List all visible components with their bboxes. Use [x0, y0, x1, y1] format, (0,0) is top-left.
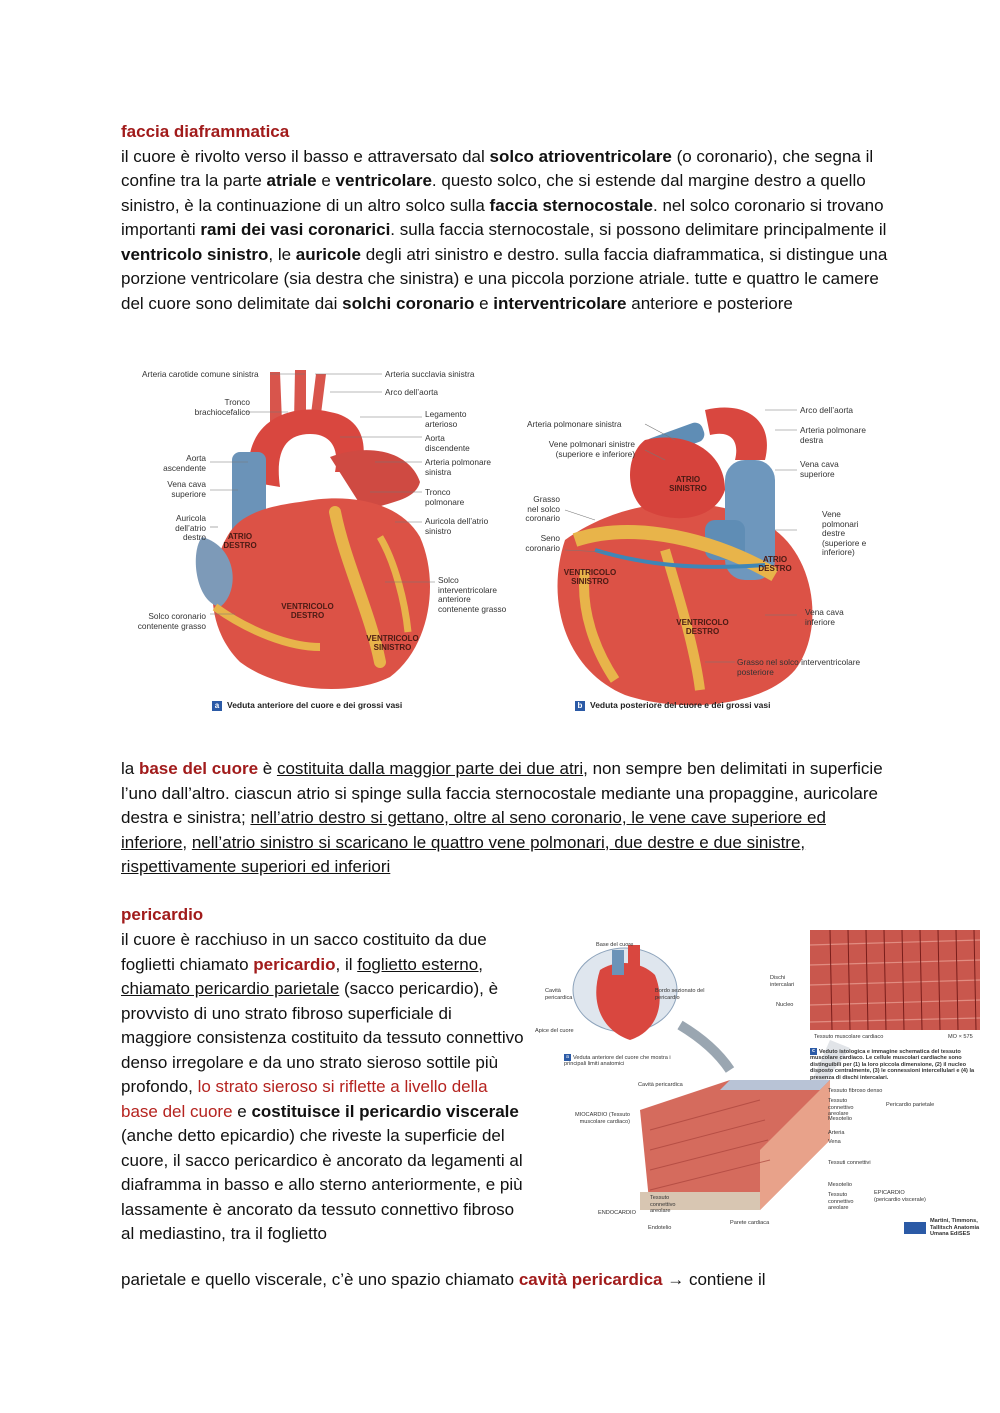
- section-heading-pericardio: pericardio: [121, 905, 204, 924]
- label-pericardio-parietale: Pericardio parietale: [886, 1102, 935, 1108]
- label-bordo-sezionato: Bordo sezionato del pericardio: [655, 988, 705, 1001]
- label-arteria-polmonare-sinistra: Arteria polmonare sinistra: [527, 419, 622, 429]
- section-heading: faccia diaframmatica: [121, 122, 290, 141]
- caption-veduta-istologica: c Veduto istologica e immagine schematica del tessuto muscolare cardiaco. Le cellule muscolari cardiache sono distinguibili per (1) la loro piccola dimensione, (2) il nucleo disposto centralmente, (3) le connessioni intercellulari e (4) la presenza di dischi intercalari.: [810, 1048, 975, 1081]
- label-magnification: MO × 575: [948, 1034, 973, 1040]
- label-tessuto-connettivo-areolare-1: Tessuto connettivo areolare: [828, 1098, 854, 1117]
- label-grasso-solco-coronario: Grasso nel solco coronario: [525, 494, 560, 523]
- label-aorta-ascendente: Aorta ascendente: [163, 453, 206, 473]
- label-grasso-solco-interventricolare: Grasso nel solco interventricolare posteriore: [737, 657, 861, 677]
- label-vena-cava-superiore-b: Vena cava superiore: [800, 459, 839, 479]
- label-miocardio: MIOCARDIO (Tessuto muscolare cardiaco): [574, 1112, 630, 1125]
- label-tronco-polmonare: Tronco polmonare: [425, 487, 465, 507]
- label-base-del-cuore: Base del cuore: [596, 942, 634, 948]
- caption-veduta-anteriore: a Veduta anteriore del cuore che mostra i principali limiti anatomici: [564, 1054, 671, 1068]
- label-parete-cardiaca: Parete cardiaca: [730, 1220, 770, 1226]
- label-tessuto-connettivo-areolare-2: Tessuto connettivo areolare: [828, 1192, 854, 1211]
- label-atrio-destro: ATRIO DESTRO: [223, 532, 257, 550]
- paragraph-base-del-cuore: la base del cuore è costituita dalla maggior parte dei due atri, non sempre ben delimitati in superficie l’uno dall’altro. ciascun atrio si spinge sulla faccia sternocostale mediante una propaggine, auricolare destra e sinistra; nell’atrio destro si gettano, oltre al seno coronario, le vene cave superiore ed inferiore, nell’atrio sinistro si scaricano le quattro vene polmonari, due destre e due sinistre, rispettivamente superiori ed inferiori: [121, 759, 883, 876]
- label-dischi-intercalari: Dischi intercalari: [770, 975, 795, 988]
- label-legamento-arterioso: Legamento arterioso: [425, 409, 467, 429]
- label-tessuto-connettivo-areolare-3: Tessuto connettivo areolare: [650, 1195, 676, 1214]
- label-vena-cava-inferiore: Vena cava inferiore: [805, 607, 844, 627]
- label-arteria-polmonare-destra: Arteria polmonare destra: [800, 425, 866, 445]
- label-nucleo: Nucleo: [776, 1002, 794, 1008]
- label-atrio-destro-b: ATRIO DESTRO: [758, 555, 792, 573]
- figure-badge: b: [575, 701, 585, 711]
- label-vena: Vena: [828, 1139, 841, 1145]
- label-solco-interventricolare: Solco interventricolare anteriore contenente grasso: [438, 575, 507, 614]
- label-vena-cava-superiore: Vena cava superiore: [167, 479, 206, 499]
- label-arco-aorta-b: Arco dell’aorta: [800, 405, 854, 415]
- label-mesotelio-2: Mesotelio: [828, 1182, 852, 1188]
- label-publisher: Martini, Timmons, Tallitsch Anatomia Umana EdiSES: [930, 1218, 980, 1237]
- label-arteria-polmonare-sinistra: Arteria polmonare sinistra: [425, 457, 491, 477]
- figure-caption-b: b Veduta posteriore del cuore e dei grossi vasi: [575, 700, 770, 711]
- label-apice-del-cuore: Apice del cuore: [535, 1028, 574, 1034]
- label-vene-polmonari-destre: Vene polmonari destre (superiore e inferiore): [822, 509, 867, 557]
- label-solco-coronario: Solco coronario contenente grasso: [137, 611, 206, 631]
- paragraph-pericardio-end: parietale e quello viscerale, c’è uno spazio chiamato cavità pericardica → contiene il: [121, 1270, 766, 1289]
- figure-anterior-heart: [120, 362, 515, 717]
- label-epicardio: EPICARDIO (pericardio viscerale): [874, 1190, 926, 1203]
- label-seno-coronario: Seno coronario: [525, 533, 560, 553]
- figure-posterior-heart: [525, 400, 885, 720]
- label-ventricolo-sinistro-b: VENTRICOLO SINISTRO: [563, 568, 617, 586]
- label-ventricolo-destro: VENTRICOLO DESTRO: [281, 602, 334, 620]
- label-ventricolo-sinistro: VENTRICOLO SINISTRO: [366, 634, 419, 652]
- paragraph-body: il cuore è rivolto verso il basso e attraversato dal solco atrioventricolare (o coronario), che segna il confine tra la parte atriale e ventricolare. questo solco, che si estende dal margine destro a quello sinistro, è la continuazione di un altro solco sulla faccia sternocostale. nel solco coronario si trovano importanti rami dei vasi coronarici. sulla faccia sternocostale, si possono delimitare principalmente il ventricolo sinistro, le auricole degli atri sinistro e destro. sulla faccia diaframmatica, si distingue una porzione ventricolare (sia destra che sinistra) e una piccola porzione atriale. tutte e quattro le camere del cuore sono delimitate dai solchi coronario e interventricolare anteriore e posteriore: [121, 146, 888, 313]
- label-cavita-pericardica-small: Cavità pericardica: [545, 988, 573, 1001]
- figure-caption-a: a Veduta anteriore del cuore e dei grossi vasi: [212, 700, 402, 711]
- label-aorta-discendente: Aorta discendente: [425, 433, 470, 453]
- paragraph-faccia-diaframmatica: [121, 120, 891, 316]
- label-vene-polmonari-sinistre: Vene polmonari sinistre (superiore e inferiore): [548, 439, 635, 459]
- label-carotide: Arteria carotide comune sinistra: [142, 369, 259, 379]
- label-auricola-atrio-sinistro: Auricola dell’atrio sinistro: [425, 516, 489, 536]
- label-endocardio: ENDOCARDIO: [598, 1210, 636, 1216]
- label-arco-aorta: Arco dell’aorta: [385, 387, 439, 397]
- label-atrio-sinistro: ATRIO SINISTRO: [669, 475, 707, 493]
- label-tessuti-connettivi: Tessuti connettivi: [828, 1160, 871, 1166]
- label-auricola-atrio-destro: Auricola dell’atrio destro: [175, 513, 206, 542]
- figure-badge: a: [212, 701, 222, 711]
- label-endotelio: Endotelio: [648, 1225, 672, 1231]
- paragraph-pericardio: il cuore è racchiuso in un sacco costituito da due foglietti chiamato pericardio, il foglietto esterno, chiamato pericardio parietale (sacco pericardio), è provvisto di uno strato fibroso superficiale di maggiore consistenza costituito da tessuto connettivo denso irregolare e da uno strato sieroso sottile più profondo, lo strato sieroso si riflette a livello della base del cuore e costituisce il pericardio viscerale (anche detto epicardio) che riveste la superficie del cuore, il sacco pericardico è ancorato da legamenti al diaframma in basso e allo sterno anteriormente, e più lassamente è ancorato da tessuto connettivo fibroso al mediastino, tra il foglietto: [121, 930, 524, 1243]
- label-ventricolo-destro-b: VENTRICOLO DESTRO: [676, 618, 729, 636]
- label-tessuto-muscolare-cardiaco: Tessuto muscolare cardiaco: [814, 1034, 884, 1040]
- figure-pericardio: [530, 930, 980, 1240]
- label-cavita-pericardica: Cavità pericardica: [638, 1082, 683, 1088]
- label-arteria: Arteria: [828, 1130, 845, 1136]
- label-tronco-brachiocefalico: Tronco brachiocefalico: [194, 397, 250, 417]
- label-tessuto-fibroso-denso: Tessuto fibroso denso: [828, 1088, 883, 1094]
- label-mesotelio-1: Mesotelio: [828, 1116, 852, 1122]
- label-succlavia: Arteria succlavia sinistra: [385, 369, 475, 379]
